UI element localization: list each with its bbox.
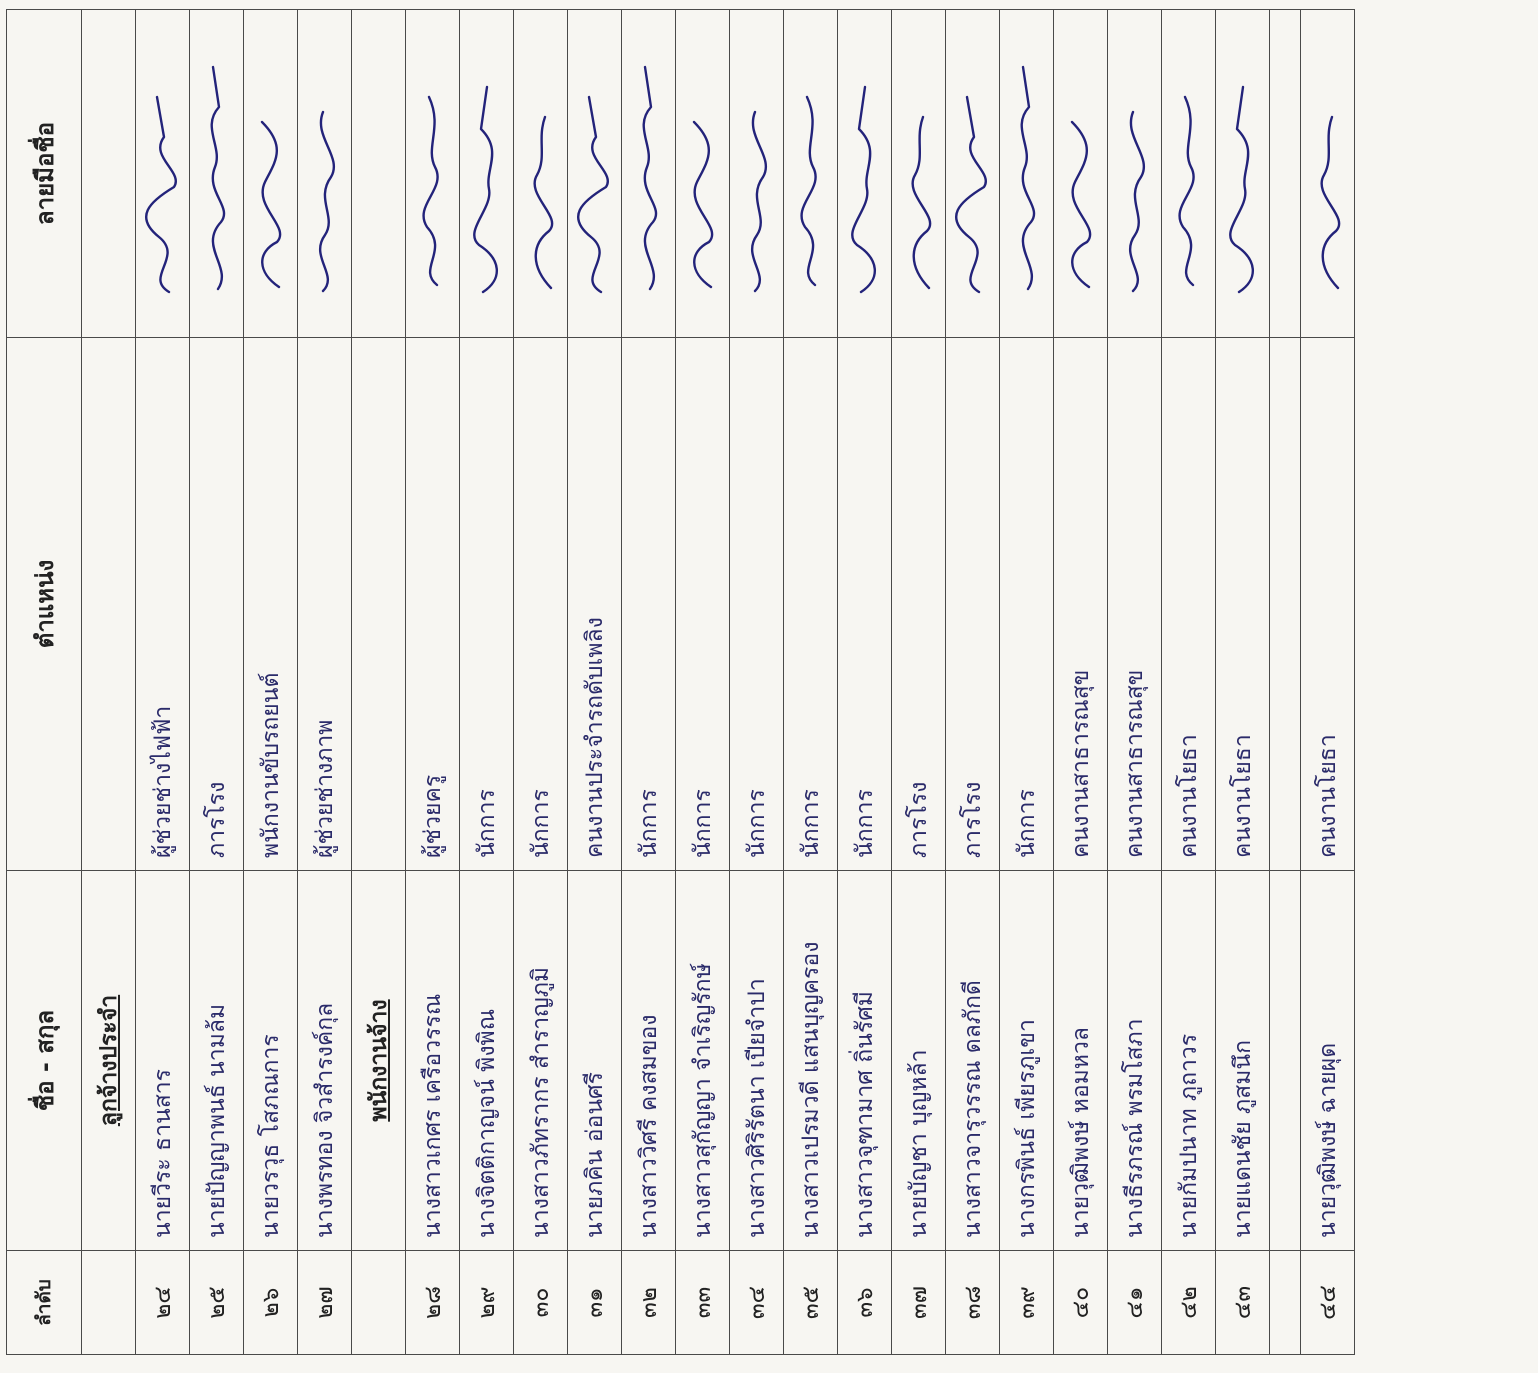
person-name: นายกัมปนาท ภูถาวร <box>1162 871 1216 1251</box>
table-row <box>730 10 784 1355</box>
row-number: ๓๒ <box>622 1251 676 1355</box>
person-name: นางสาวเปรมวดี แสนบุญครอง <box>784 871 838 1251</box>
row-number: ๒๙ <box>460 1251 514 1355</box>
person-name: นางสาววิศรี คงสมของ <box>622 871 676 1251</box>
table-row <box>568 10 622 1355</box>
signature-cell <box>298 10 352 338</box>
row-number: ๓๕ <box>784 1251 838 1355</box>
person-name: นางสาวเกศร เครือวรรณ <box>406 871 460 1251</box>
signature-cell <box>730 10 784 338</box>
signature-cell <box>460 10 514 338</box>
table-header-row <box>7 10 82 1355</box>
table-row <box>514 10 568 1355</box>
row-number: ๔๓ <box>1216 1251 1270 1355</box>
table-row <box>1000 10 1054 1355</box>
person-name: นางจิตติกาญจน์ พิงพิณ <box>460 871 514 1251</box>
person-name: นายบัญชา บุญหล้า <box>892 871 946 1251</box>
row-number: ๓๑ <box>568 1251 622 1355</box>
person-position: คนงานโยธา <box>1162 338 1216 871</box>
signature-cell <box>136 10 190 338</box>
signature-cell <box>352 10 406 338</box>
person-name: นางสาวศิริรัตนา เปียจำปา <box>730 871 784 1251</box>
row-number: ๒๘ <box>406 1251 460 1355</box>
signature-cell <box>892 10 946 338</box>
signature-cell <box>1162 10 1216 338</box>
handwritten-signature <box>841 27 889 327</box>
person-position: ภารโรง <box>892 338 946 871</box>
person-name: นางพรทอง จิวสำรงค์กุล <box>298 871 352 1251</box>
row-number: ๔๐ <box>1054 1251 1108 1355</box>
signature-cell <box>406 10 460 338</box>
handwritten-signature <box>949 27 997 327</box>
table-row <box>1054 10 1108 1355</box>
person-name: นายภคิน อ่อนศรี <box>568 871 622 1251</box>
person-name: นายปัญญาพนธ์ นามล้ม <box>190 871 244 1251</box>
handwritten-signature <box>1165 27 1213 327</box>
table-row <box>1216 10 1270 1355</box>
person-position <box>352 338 406 871</box>
signature-table <box>6 9 1355 1355</box>
table-row <box>892 10 946 1355</box>
row-number: ๓๙ <box>1000 1251 1054 1355</box>
signature-cell <box>784 10 838 338</box>
person-position: คนงานโยธา <box>1216 338 1270 871</box>
person-position: นักการ <box>514 338 568 871</box>
row-number: ๓๐ <box>514 1251 568 1355</box>
row-number: ๒๕ <box>190 1251 244 1355</box>
table-row <box>1162 10 1216 1355</box>
handwritten-signature <box>1057 27 1105 327</box>
person-name: นางสาวจารุวรรณ ดลภักดี <box>946 871 1000 1251</box>
row-number: ๒๖ <box>244 1251 298 1355</box>
signature-cell <box>514 10 568 338</box>
person-position: นักการ <box>730 338 784 871</box>
person-position: คนงานสาธารณสุข <box>1108 338 1162 871</box>
person-name: นายวุฒิพงษ์ หอมหวล <box>1054 871 1108 1251</box>
handwritten-signature <box>1003 27 1051 327</box>
signature-cell <box>676 10 730 338</box>
table-row <box>1270 10 1301 1355</box>
table-row <box>352 10 406 1355</box>
person-position: พนักงานขับรถยนต์ <box>244 338 298 871</box>
handwritten-signature <box>463 27 511 327</box>
row-number: ๒๗ <box>298 1251 352 1355</box>
signature-cell <box>82 10 136 338</box>
table-row <box>1301 10 1355 1355</box>
handwritten-signature <box>193 27 241 327</box>
person-name: นางกรพินธ์ เพียรภูเขา <box>1000 871 1054 1251</box>
person-name <box>1270 871 1301 1251</box>
section-title: พนักงานจ้าง <box>352 871 406 1251</box>
person-position: นักการ <box>676 338 730 871</box>
person-name: นายวุฒิพงษ์ ฉายผุด <box>1301 871 1355 1251</box>
handwritten-signature <box>679 27 727 327</box>
row-number <box>352 1251 406 1355</box>
header-position: ตำแหน่ง <box>7 338 82 871</box>
signature-cell <box>568 10 622 338</box>
person-name: นางสาวภัทรากร สำราญภูมิ <box>514 871 568 1251</box>
person-position: ผู้ช่วยครู <box>406 338 460 871</box>
person-position: นักการ <box>1000 338 1054 871</box>
signature-cell <box>1054 10 1108 338</box>
person-position: ภารโรง <box>190 338 244 871</box>
handwritten-signature <box>625 27 673 327</box>
person-name: นายแดนชัย ภูสมนึก <box>1216 871 1270 1251</box>
handwritten-signature <box>301 27 349 327</box>
row-number: ๓๔ <box>730 1251 784 1355</box>
signature-cell <box>244 10 298 338</box>
person-position: คนงานโยธา <box>1301 338 1355 871</box>
header-name: ชื่อ - สกุล <box>7 871 82 1251</box>
person-position: นักการ <box>460 338 514 871</box>
signature-cell <box>946 10 1000 338</box>
handwritten-signature <box>409 27 457 327</box>
handwritten-signature <box>247 27 295 327</box>
row-number: ๒๔ <box>136 1251 190 1355</box>
signature-cell <box>1108 10 1162 338</box>
row-number: ๓๖ <box>838 1251 892 1355</box>
person-name: นางสาวจุฑามาศ ถิ่นรัศมี <box>838 871 892 1251</box>
table-row <box>622 10 676 1355</box>
table-row <box>244 10 298 1355</box>
table-row <box>838 10 892 1355</box>
table-row <box>784 10 838 1355</box>
handwritten-signature <box>139 27 187 327</box>
person-position: คนงานสาธารณสุข <box>1054 338 1108 871</box>
person-name: นางสาวสุกัญญา จำเริญรักษ์ <box>676 871 730 1251</box>
handwritten-signature <box>733 27 781 327</box>
table-row <box>676 10 730 1355</box>
table-row <box>298 10 352 1355</box>
person-position: ผู้ช่วยช่างภาพ <box>298 338 352 871</box>
person-name: นายวีระ ธานสาร <box>136 871 190 1251</box>
section-title: ลูกจ้างประจำ <box>82 871 136 1251</box>
person-name: นายวรวุธ โสภณการ <box>244 871 298 1251</box>
table-row <box>82 10 136 1355</box>
handwritten-signature <box>1219 27 1267 327</box>
person-position <box>1270 338 1301 871</box>
row-number: ๓๓ <box>676 1251 730 1355</box>
row-number <box>82 1251 136 1355</box>
row-number: ๔๑ <box>1108 1251 1162 1355</box>
person-position: นักการ <box>622 338 676 871</box>
person-position: นักการ <box>838 338 892 871</box>
person-position: นักการ <box>784 338 838 871</box>
row-number: ๓๘ <box>946 1251 1000 1355</box>
handwritten-signature <box>517 27 565 327</box>
row-number: ๓๗ <box>892 1251 946 1355</box>
table-row <box>460 10 514 1355</box>
row-number: ๔๒ <box>1162 1251 1216 1355</box>
header-signature: ลายมือชื่อ <box>7 10 82 338</box>
table-row <box>190 10 244 1355</box>
signature-cell <box>1270 10 1301 338</box>
table-row <box>406 10 460 1355</box>
signature-cell <box>622 10 676 338</box>
signature-cell <box>190 10 244 338</box>
person-position: ภารโรง <box>946 338 1000 871</box>
handwritten-signature <box>1111 27 1159 327</box>
person-position: คนงานประจำรถดับเพลิง <box>568 338 622 871</box>
person-position <box>82 338 136 871</box>
person-position: ผู้ช่วยช่างไฟฟ้า <box>136 338 190 871</box>
row-number <box>1270 1251 1301 1355</box>
header-no: ลำดับ <box>7 1251 82 1355</box>
table-row <box>136 10 190 1355</box>
signature-cell <box>1301 10 1355 338</box>
signature-cell <box>1000 10 1054 338</box>
signature-cell <box>1216 10 1270 338</box>
row-number: ๔๔ <box>1301 1251 1355 1355</box>
handwritten-signature <box>571 27 619 327</box>
handwritten-signature <box>1304 27 1352 327</box>
signature-cell <box>838 10 892 338</box>
handwritten-signature <box>895 27 943 327</box>
table-row <box>946 10 1000 1355</box>
table-row <box>1108 10 1162 1355</box>
handwritten-signature <box>787 27 835 327</box>
person-name: นางธีรภรณ์ พรมโสภา <box>1108 871 1162 1251</box>
